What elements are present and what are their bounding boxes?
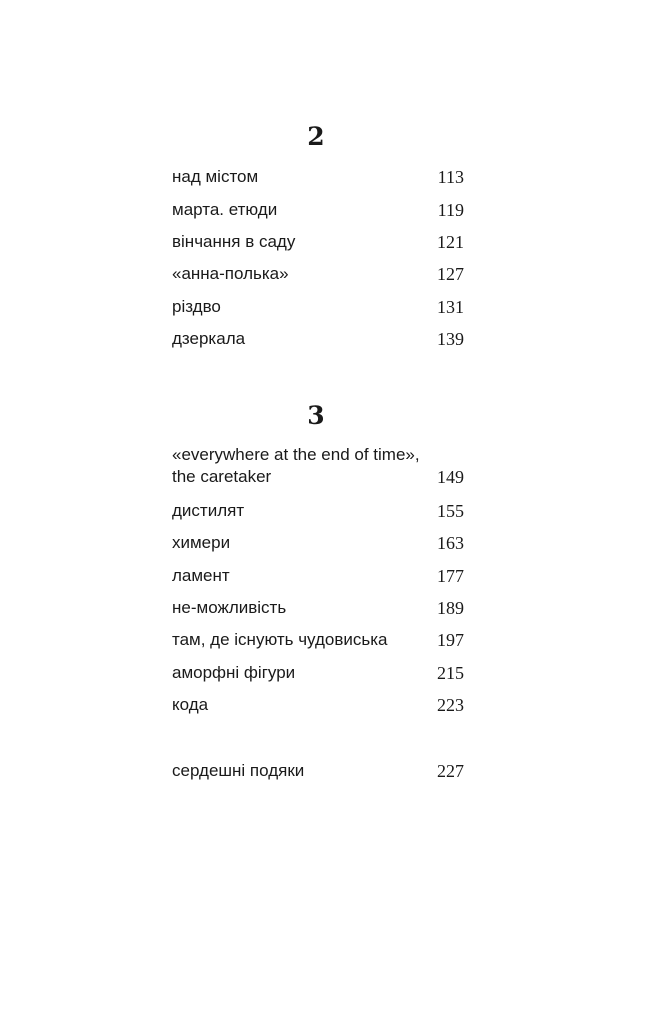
toc-entry-title-line: the caretaker xyxy=(172,467,272,486)
toc-entry-title: не-можливість xyxy=(172,598,287,617)
toc-entry-title: там, де існують чудовиська xyxy=(172,630,388,649)
toc-entry-afterword[interactable] xyxy=(172,760,464,782)
toc-entry-page: 223 xyxy=(437,695,464,715)
toc-entry-title: сердешні подяки xyxy=(172,761,305,780)
toc-entry[interactable] xyxy=(172,328,464,350)
toc-entry[interactable] xyxy=(172,662,464,684)
toc-entry-page: 177 xyxy=(437,566,464,586)
toc-entry-page: 139 xyxy=(437,329,464,349)
toc-entry-title: вінчання в саду xyxy=(172,232,296,251)
toc-entry-page: 131 xyxy=(437,297,464,317)
toc-entry-page: 215 xyxy=(437,663,464,683)
toc-entry-page: 155 xyxy=(437,501,464,521)
toc-entry[interactable] xyxy=(172,597,464,619)
toc-entry-title: дзеркала xyxy=(172,329,246,348)
toc-entry-page: 119 xyxy=(437,200,464,220)
toc-entry-title: над містом xyxy=(172,167,259,186)
toc-entry-title: кода xyxy=(172,695,209,714)
toc-entry-title: марта. етюди xyxy=(172,200,278,219)
toc-entry-title: аморфні фігури xyxy=(172,663,296,682)
toc-entry-title: дистилят xyxy=(172,501,245,520)
toc-entry[interactable] xyxy=(172,565,464,587)
section-heading-2: 2 xyxy=(307,122,325,151)
toc-entry-page: 189 xyxy=(437,598,464,618)
toc-entry-page: 121 xyxy=(437,232,464,252)
toc-entry-title-line: «everywhere at the end of time», xyxy=(172,445,420,464)
toc-entry-title: різдво xyxy=(172,297,221,316)
section-heading-3: 3 xyxy=(307,401,325,430)
toc-entry[interactable] xyxy=(172,231,464,253)
toc-entry-title: ламент xyxy=(172,566,230,585)
toc-entry[interactable] xyxy=(172,444,464,488)
toc-entry[interactable] xyxy=(172,532,464,554)
toc-entry-title: химери xyxy=(172,533,231,552)
toc-entry-page: 197 xyxy=(437,630,464,650)
toc-entry[interactable] xyxy=(172,500,464,522)
toc-entry[interactable] xyxy=(172,263,464,285)
toc-entry-page: 113 xyxy=(437,167,464,187)
toc-entry-page: 227 xyxy=(437,761,464,781)
toc-entry-page: 163 xyxy=(437,533,464,553)
toc-entry-page: 127 xyxy=(437,264,464,284)
toc-entry-page: 149 xyxy=(437,467,464,487)
toc-entry[interactable] xyxy=(172,199,464,221)
toc-entry[interactable] xyxy=(172,296,464,318)
toc-entry[interactable] xyxy=(172,166,464,188)
toc-entry[interactable] xyxy=(172,694,464,716)
toc-entry[interactable] xyxy=(172,629,464,651)
toc-entry-title: «анна-полька» xyxy=(172,264,289,283)
